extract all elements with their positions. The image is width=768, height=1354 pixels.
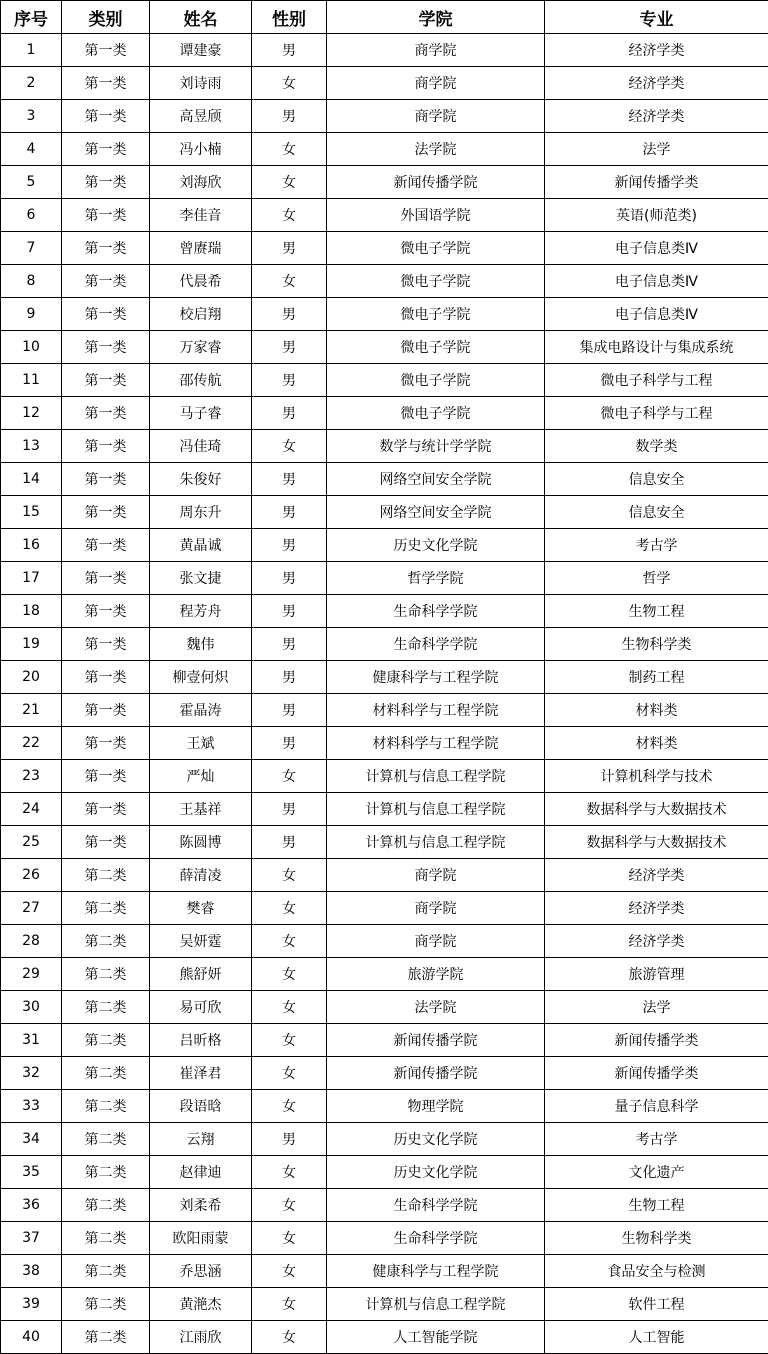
cell-sex: 男 [252,298,327,331]
cell-school: 人工智能学院 [327,1321,545,1354]
cell-major: 新闻传播学类 [545,166,768,199]
table-row [1,364,768,397]
cell-category: 第一类 [62,793,150,826]
cell-major: 经济学类 [545,67,768,100]
cell-sex: 男 [252,397,327,430]
cell-school: 商学院 [327,892,545,925]
table-row [1,628,768,661]
cell-no: 3 [1,100,62,133]
cell-major: 生物科学类 [545,1222,768,1255]
cell-category: 第二类 [62,1090,150,1123]
cell-no: 38 [1,1255,62,1288]
cell-school: 微电子学院 [327,232,545,265]
cell-sex: 女 [252,1057,327,1090]
cell-no: 35 [1,1156,62,1189]
cell-name: 陈圆博 [150,826,252,859]
cell-category: 第二类 [62,991,150,1024]
cell-no: 19 [1,628,62,661]
cell-category: 第二类 [62,1189,150,1222]
table-row [1,496,768,529]
cell-name: 吴妍霆 [150,925,252,958]
cell-name: 柳壹何炽 [150,661,252,694]
cell-sex: 女 [252,1288,327,1321]
cell-school: 商学院 [327,34,545,67]
cell-major: 电子信息类Ⅳ [545,232,768,265]
header-school: 学院 [327,1,545,34]
table-row [1,1123,768,1156]
cell-sex: 女 [252,1024,327,1057]
cell-no: 4 [1,133,62,166]
cell-school: 旅游学院 [327,958,545,991]
cell-sex: 男 [252,694,327,727]
cell-sex: 女 [252,133,327,166]
cell-school: 哲学学院 [327,562,545,595]
cell-sex: 男 [252,562,327,595]
cell-no: 5 [1,166,62,199]
cell-major: 英语(师范类) [545,199,768,232]
table-row [1,265,768,298]
table-row [1,661,768,694]
cell-category: 第一类 [62,562,150,595]
cell-no: 40 [1,1321,62,1354]
cell-no: 9 [1,298,62,331]
cell-no: 16 [1,529,62,562]
cell-major: 文化遗产 [545,1156,768,1189]
cell-major: 哲学 [545,562,768,595]
cell-major: 经济学类 [545,100,768,133]
cell-sex: 男 [252,727,327,760]
header-no: 序号 [1,1,62,34]
cell-school: 微电子学院 [327,331,545,364]
cell-sex: 男 [252,661,327,694]
cell-name: 万家睿 [150,331,252,364]
cell-name: 刘海欣 [150,166,252,199]
cell-name: 马子睿 [150,397,252,430]
cell-name: 校启翔 [150,298,252,331]
cell-no: 23 [1,760,62,793]
table-row [1,1222,768,1255]
cell-no: 27 [1,892,62,925]
table-row [1,232,768,265]
cell-name: 云翔 [150,1123,252,1156]
table-row [1,1090,768,1123]
cell-sex: 男 [252,34,327,67]
cell-category: 第一类 [62,331,150,364]
cell-major: 软件工程 [545,1288,768,1321]
table-row [1,595,768,628]
table-row [1,463,768,496]
cell-school: 新闻传播学院 [327,1024,545,1057]
cell-major: 信息安全 [545,463,768,496]
cell-no: 20 [1,661,62,694]
cell-sex: 女 [252,859,327,892]
cell-major: 新闻传播学类 [545,1057,768,1090]
cell-name: 朱俊好 [150,463,252,496]
cell-name: 段语晗 [150,1090,252,1123]
cell-school: 数学与统计学学院 [327,430,545,463]
cell-no: 39 [1,1288,62,1321]
cell-major: 电子信息类Ⅳ [545,265,768,298]
cell-major: 考古学 [545,1123,768,1156]
cell-sex: 女 [252,1090,327,1123]
table-row [1,991,768,1024]
cell-category: 第一类 [62,133,150,166]
cell-name: 谭建豪 [150,34,252,67]
table-row [1,529,768,562]
cell-no: 24 [1,793,62,826]
cell-category: 第一类 [62,595,150,628]
cell-category: 第一类 [62,496,150,529]
cell-school: 法学院 [327,133,545,166]
cell-category: 第一类 [62,430,150,463]
table-row [1,1321,768,1354]
cell-name: 刘诗雨 [150,67,252,100]
cell-name: 邵传航 [150,364,252,397]
cell-sex: 男 [252,826,327,859]
cell-major: 数据科学与大数据技术 [545,826,768,859]
cell-name: 吕昕格 [150,1024,252,1057]
cell-sex: 女 [252,265,327,298]
table-row [1,166,768,199]
cell-category: 第一类 [62,100,150,133]
cell-no: 15 [1,496,62,529]
cell-sex: 男 [252,496,327,529]
cell-category: 第二类 [62,1156,150,1189]
cell-sex: 男 [252,364,327,397]
cell-sex: 男 [252,1123,327,1156]
cell-name: 崔泽君 [150,1057,252,1090]
cell-name: 王斌 [150,727,252,760]
table-row [1,34,768,67]
cell-sex: 女 [252,925,327,958]
cell-sex: 女 [252,991,327,1024]
cell-school: 材料科学与工程学院 [327,694,545,727]
cell-no: 12 [1,397,62,430]
cell-no: 7 [1,232,62,265]
cell-major: 考古学 [545,529,768,562]
cell-school: 商学院 [327,67,545,100]
cell-school: 计算机与信息工程学院 [327,793,545,826]
cell-name: 曾赓瑞 [150,232,252,265]
cell-name: 樊睿 [150,892,252,925]
table-row [1,298,768,331]
cell-no: 30 [1,991,62,1024]
cell-no: 29 [1,958,62,991]
cell-name: 江雨欣 [150,1321,252,1354]
cell-school: 法学院 [327,991,545,1024]
table-row [1,958,768,991]
cell-sex: 女 [252,1222,327,1255]
cell-category: 第一类 [62,463,150,496]
cell-no: 33 [1,1090,62,1123]
cell-category: 第一类 [62,661,150,694]
table-row [1,694,768,727]
cell-name: 魏伟 [150,628,252,661]
cell-name: 周东升 [150,496,252,529]
cell-name: 程芳舟 [150,595,252,628]
cell-no: 21 [1,694,62,727]
cell-major: 数学类 [545,430,768,463]
cell-no: 18 [1,595,62,628]
cell-category: 第一类 [62,67,150,100]
cell-category: 第一类 [62,364,150,397]
cell-name: 冯佳琦 [150,430,252,463]
cell-category: 第二类 [62,1123,150,1156]
cell-sex: 男 [252,529,327,562]
cell-no: 11 [1,364,62,397]
cell-major: 生物科学类 [545,628,768,661]
table-row [1,199,768,232]
table-row [1,100,768,133]
table-row [1,430,768,463]
header-major: 专业 [545,1,768,34]
cell-name: 刘柔希 [150,1189,252,1222]
cell-category: 第一类 [62,232,150,265]
cell-major: 旅游管理 [545,958,768,991]
cell-sex: 女 [252,1156,327,1189]
table-row [1,1288,768,1321]
table-row [1,1255,768,1288]
cell-major: 电子信息类Ⅳ [545,298,768,331]
cell-major: 微电子科学与工程 [545,364,768,397]
cell-school: 生命科学学院 [327,628,545,661]
cell-no: 2 [1,67,62,100]
cell-major: 新闻传播学类 [545,1024,768,1057]
cell-category: 第一类 [62,199,150,232]
roster-body [1,34,768,1354]
cell-school: 健康科学与工程学院 [327,1255,545,1288]
table-row [1,67,768,100]
cell-school: 新闻传播学院 [327,166,545,199]
table-row [1,892,768,925]
cell-name: 乔思涵 [150,1255,252,1288]
cell-school: 微电子学院 [327,265,545,298]
cell-category: 第一类 [62,265,150,298]
cell-name: 高昱颀 [150,100,252,133]
cell-school: 网络空间安全学院 [327,463,545,496]
cell-major: 生物工程 [545,595,768,628]
cell-major: 生物工程 [545,1189,768,1222]
cell-no: 8 [1,265,62,298]
cell-category: 第一类 [62,826,150,859]
cell-no: 10 [1,331,62,364]
cell-major: 经济学类 [545,34,768,67]
table-row [1,760,768,793]
cell-category: 第二类 [62,958,150,991]
cell-category: 第一类 [62,298,150,331]
table-row [1,1024,768,1057]
cell-category: 第二类 [62,1321,150,1354]
cell-category: 第一类 [62,34,150,67]
cell-major: 经济学类 [545,892,768,925]
cell-category: 第二类 [62,1255,150,1288]
header-name: 姓名 [150,1,252,34]
cell-sex: 男 [252,100,327,133]
cell-major: 法学 [545,991,768,1024]
cell-category: 第二类 [62,1222,150,1255]
cell-school: 材料科学与工程学院 [327,727,545,760]
cell-major: 信息安全 [545,496,768,529]
cell-sex: 女 [252,958,327,991]
cell-major: 数据科学与大数据技术 [545,793,768,826]
cell-school: 网络空间安全学院 [327,496,545,529]
cell-school: 商学院 [327,925,545,958]
cell-no: 25 [1,826,62,859]
cell-major: 经济学类 [545,859,768,892]
cell-category: 第一类 [62,529,150,562]
cell-sex: 男 [252,463,327,496]
cell-no: 37 [1,1222,62,1255]
cell-major: 经济学类 [545,925,768,958]
cell-name: 李佳音 [150,199,252,232]
header-category: 类别 [62,1,150,34]
cell-name: 严灿 [150,760,252,793]
cell-category: 第一类 [62,628,150,661]
cell-category: 第二类 [62,1024,150,1057]
cell-school: 生命科学学院 [327,1222,545,1255]
cell-sex: 女 [252,430,327,463]
table-row [1,133,768,166]
cell-name: 黄滟杰 [150,1288,252,1321]
cell-sex: 男 [252,595,327,628]
cell-category: 第一类 [62,760,150,793]
cell-sex: 女 [252,67,327,100]
cell-name: 王基祥 [150,793,252,826]
cell-category: 第二类 [62,1288,150,1321]
table-row [1,397,768,430]
cell-sex: 女 [252,1189,327,1222]
cell-category: 第一类 [62,694,150,727]
cell-category: 第二类 [62,1057,150,1090]
cell-category: 第二类 [62,859,150,892]
cell-sex: 女 [252,1255,327,1288]
cell-major: 微电子科学与工程 [545,397,768,430]
cell-name: 黄晶诚 [150,529,252,562]
cell-no: 1 [1,34,62,67]
cell-category: 第二类 [62,925,150,958]
cell-no: 34 [1,1123,62,1156]
table-row [1,331,768,364]
cell-school: 新闻传播学院 [327,1057,545,1090]
cell-school: 计算机与信息工程学院 [327,760,545,793]
cell-no: 17 [1,562,62,595]
cell-school: 生命科学学院 [327,595,545,628]
cell-no: 26 [1,859,62,892]
cell-no: 6 [1,199,62,232]
cell-school: 健康科学与工程学院 [327,661,545,694]
cell-major: 制药工程 [545,661,768,694]
header-sex: 性别 [252,1,327,34]
cell-school: 物理学院 [327,1090,545,1123]
cell-major: 材料类 [545,727,768,760]
cell-major: 量子信息科学 [545,1090,768,1123]
table-row [1,1189,768,1222]
table-row [1,1057,768,1090]
cell-no: 36 [1,1189,62,1222]
table-row [1,1156,768,1189]
cell-school: 历史文化学院 [327,529,545,562]
table-row [1,925,768,958]
cell-name: 冯小楠 [150,133,252,166]
cell-name: 霍晶涛 [150,694,252,727]
header-row [1,1,768,34]
cell-major: 材料类 [545,694,768,727]
cell-school: 微电子学院 [327,298,545,331]
cell-sex: 女 [252,166,327,199]
cell-sex: 男 [252,793,327,826]
cell-school: 历史文化学院 [327,1156,545,1189]
cell-sex: 男 [252,331,327,364]
cell-category: 第一类 [62,397,150,430]
cell-school: 计算机与信息工程学院 [327,1288,545,1321]
cell-sex: 女 [252,892,327,925]
cell-major: 计算机科学与技术 [545,760,768,793]
table-row [1,826,768,859]
cell-no: 13 [1,430,62,463]
cell-sex: 男 [252,232,327,265]
table-row [1,562,768,595]
cell-name: 代晨希 [150,265,252,298]
cell-no: 28 [1,925,62,958]
cell-school: 生命科学学院 [327,1189,545,1222]
cell-school: 微电子学院 [327,397,545,430]
cell-name: 张文捷 [150,562,252,595]
cell-school: 商学院 [327,859,545,892]
cell-no: 31 [1,1024,62,1057]
cell-sex: 女 [252,760,327,793]
cell-name: 赵律迪 [150,1156,252,1189]
table-row [1,793,768,826]
cell-major: 食品安全与检测 [545,1255,768,1288]
cell-category: 第一类 [62,166,150,199]
cell-no: 22 [1,727,62,760]
cell-sex: 男 [252,628,327,661]
cell-major: 集成电路设计与集成系统 [545,331,768,364]
cell-name: 易可欣 [150,991,252,1024]
cell-sex: 女 [252,1321,327,1354]
cell-name: 薛清凌 [150,859,252,892]
cell-school: 计算机与信息工程学院 [327,826,545,859]
cell-major: 人工智能 [545,1321,768,1354]
cell-sex: 女 [252,199,327,232]
cell-school: 外国语学院 [327,199,545,232]
cell-school: 微电子学院 [327,364,545,397]
cell-category: 第二类 [62,892,150,925]
cell-no: 32 [1,1057,62,1090]
cell-school: 商学院 [327,100,545,133]
cell-name: 熊舒妍 [150,958,252,991]
cell-major: 法学 [545,133,768,166]
table-row [1,859,768,892]
table-row [1,727,768,760]
cell-no: 14 [1,463,62,496]
cell-name: 欧阳雨蒙 [150,1222,252,1255]
cell-category: 第一类 [62,727,150,760]
cell-school: 历史文化学院 [327,1123,545,1156]
